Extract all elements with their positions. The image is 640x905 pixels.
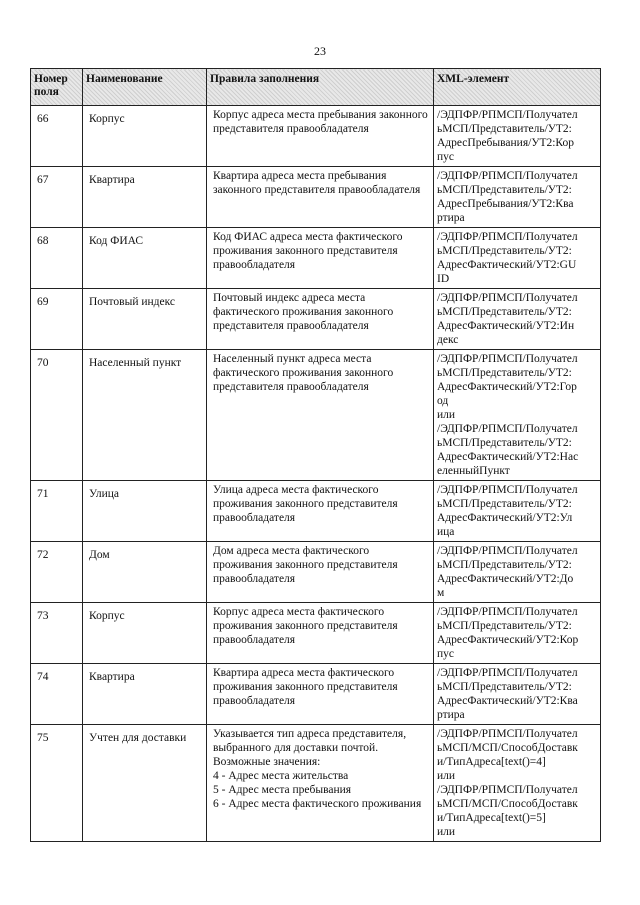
field-name: Населенный пункт (83, 350, 207, 481)
field-name: Квартира (83, 664, 207, 725)
field-name: Корпус (83, 106, 207, 167)
header-xml-element: XML-элемент (434, 69, 601, 106)
field-rule (207, 725, 434, 842)
field-number: 71 (31, 481, 83, 542)
field-number: 70 (31, 350, 83, 481)
field-rule: Дом адреса места фактического проживания законного представителя правообладателя (207, 542, 434, 603)
field-xml: /ЭДПФР/РПМСП/Получател ьМСП/Представитель/УТ2: АдресПребывания/УТ2:Кор пус (434, 106, 601, 167)
field-number: 67 (31, 167, 83, 228)
field-xml: /ЭДПФР/РПМСП/Получател ьМСП/МСП/СпособДоставк и/ТипАдреса[text()=4] или /ЭДПФР/РПМСП/Получател ьМСП/МСП/СпособДоставк и/ТипАдреса[text()=5] или (434, 725, 601, 842)
fields-table (30, 68, 601, 842)
field-xml: /ЭДПФР/РПМСП/Получател ьМСП/Представитель/УТ2: АдресФактический/УТ2:GU ID (434, 228, 601, 289)
field-xml: /ЭДПФР/РПМСП/Получател ьМСП/Представитель/УТ2: АдресФактический/УТ2:До м (434, 542, 601, 603)
header-field-number: Номер поля (31, 69, 83, 106)
table-row (31, 664, 601, 725)
field-xml: /ЭДПФР/РПМСП/Получател ьМСП/Представитель/УТ2: АдресФактический/УТ2:Ква ртира (434, 664, 601, 725)
table-row (31, 228, 601, 289)
field-name: Корпус (83, 603, 207, 664)
field-name: Дом (83, 542, 207, 603)
page-number: 23 (314, 44, 326, 58)
table-row (31, 106, 601, 167)
rule-option: 4 - Адрес места жительства (213, 770, 349, 782)
table-row (31, 725, 601, 842)
field-number: 66 (31, 106, 83, 167)
field-rule: Квартира адреса места фактического проживания законного представителя правообладателя (207, 664, 434, 725)
rule-description: Указывается тип адреса представителя, выбранного для доставки почтой. Возможные значения: (213, 728, 407, 768)
header-name: Наименование (83, 69, 207, 106)
field-rule: Квартира адреса места пребывания законного представителя правообладателя (207, 167, 434, 228)
field-rule: Корпус адреса места пребывания законного представителя правообладателя (207, 106, 434, 167)
table-row (31, 603, 601, 664)
field-name: Улица (83, 481, 207, 542)
field-name: Учтен для доставки (83, 725, 207, 842)
table-row (31, 289, 601, 350)
rule-option: 6 - Адрес места фактического проживания (213, 798, 422, 810)
field-rule: Почтовый индекс адреса места фактического проживания законного представителя правообладателя (207, 289, 434, 350)
field-name: Квартира (83, 167, 207, 228)
rule-option: 5 - Адрес места пребывания (213, 784, 352, 796)
field-number: 73 (31, 603, 83, 664)
field-rule: Корпус адреса места фактического проживания законного представителя правообладателя (207, 603, 434, 664)
header-rules: Правила заполнения (207, 69, 434, 106)
table-row (31, 542, 601, 603)
field-number: 72 (31, 542, 83, 603)
field-rule: Населенный пункт адреса места фактического проживания законного представителя правообладателя (207, 350, 434, 481)
field-xml: /ЭДПФР/РПМСП/Получател ьМСП/Представитель/УТ2: АдресПребывания/УТ2:Ква ртира (434, 167, 601, 228)
table-row (31, 350, 601, 481)
field-xml: /ЭДПФР/РПМСП/Получател ьМСП/Представитель/УТ2: АдресФактический/УТ2:Ин декс (434, 289, 601, 350)
field-number: 68 (31, 228, 83, 289)
field-xml: /ЭДПФР/РПМСП/Получател ьМСП/Представитель/УТ2: АдресФактический/УТ2:Кор пус (434, 603, 601, 664)
field-xml: /ЭДПФР/РПМСП/Получател ьМСП/Представитель/УТ2: АдресФактический/УТ2:Гор од или /ЭДПФР/РПМСП/Получател ьМСП/Представитель/УТ2: АдресФактический/УТ2:Нас еленныйПункт (434, 350, 601, 481)
field-number: 75 (31, 725, 83, 842)
field-rule: Улица адреса места фактического проживания законного представителя правообладателя (207, 481, 434, 542)
field-rule: Код ФИАС адреса места фактического проживания законного представителя правообладателя (207, 228, 434, 289)
table-header-row (31, 69, 601, 106)
table-row (31, 481, 601, 542)
field-number: 69 (31, 289, 83, 350)
field-name: Почтовый индекс (83, 289, 207, 350)
table-row (31, 167, 601, 228)
field-xml: /ЭДПФР/РПМСП/Получател ьМСП/Представитель/УТ2: АдресФактический/УТ2:Ул ица (434, 481, 601, 542)
field-name: Код ФИАС (83, 228, 207, 289)
field-number: 74 (31, 664, 83, 725)
